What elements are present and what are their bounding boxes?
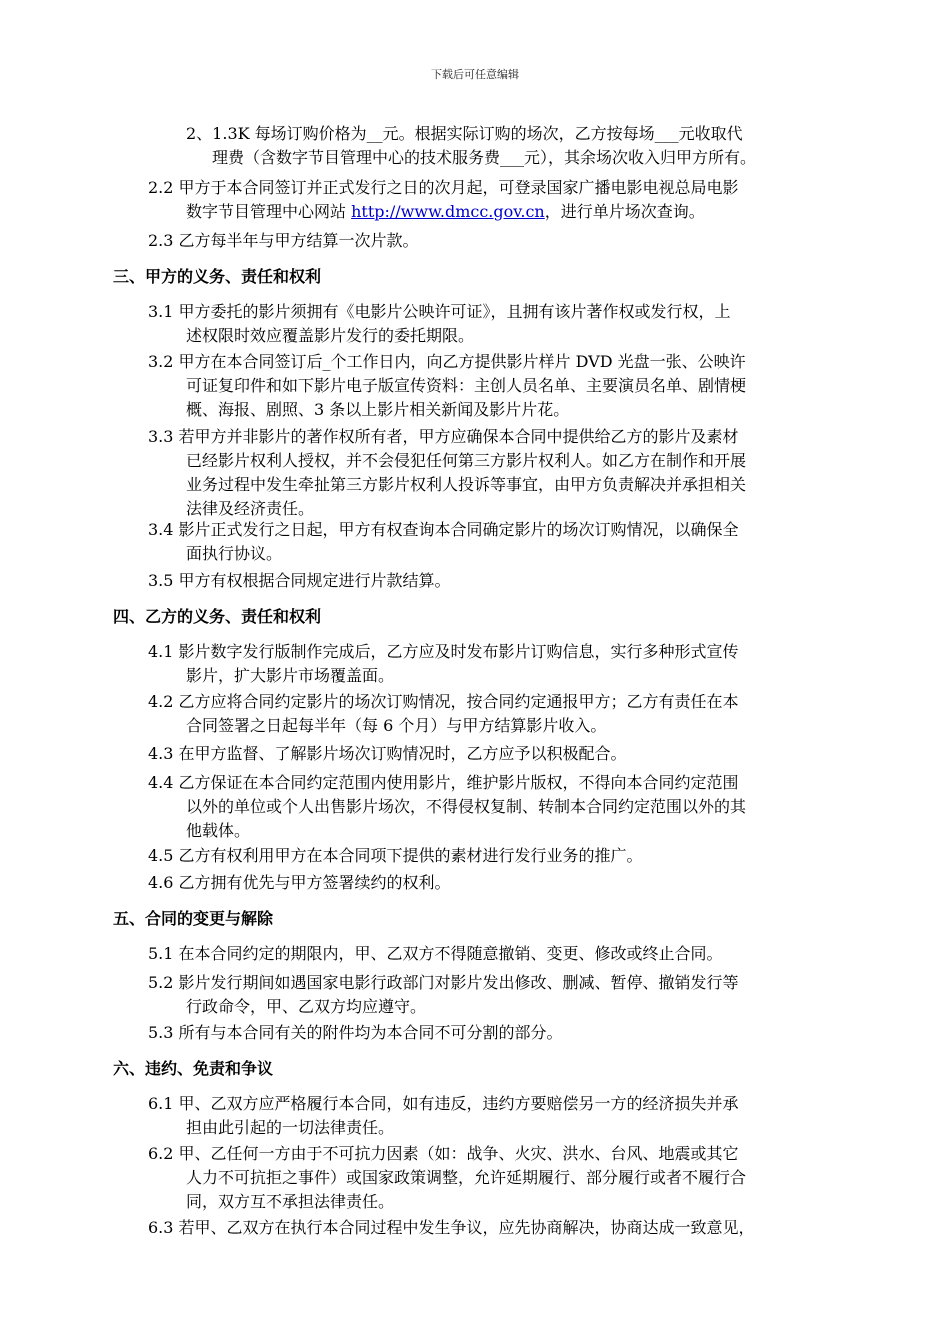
- clause-3-1: [148, 300, 731, 348]
- text-line: 4.1 影片数字发行版制作完成后，乙方应及时发布影片订购信息，实行多种形式宣传: [148, 642, 739, 661]
- clause-2-2-pricing: [186, 122, 756, 170]
- text-line: ，进行单片场次查询。: [544, 202, 705, 221]
- website-link[interactable]: http://www.dmcc.gov.cn: [351, 202, 545, 221]
- clause-5-2: [148, 971, 739, 1019]
- text-line: 影片，扩大影片市场覆盖面。: [186, 666, 395, 685]
- clause-4-4: [148, 771, 746, 843]
- text-line: 他载体。: [186, 821, 251, 840]
- text-line: 法律及经济责任。: [186, 499, 315, 518]
- text-line: 2、1.3K 每场订购价格为__元。根据实际订购的场次，乙方按每场___元收取代: [186, 124, 743, 143]
- text-line: 4.4 乙方保证在本合同约定范围内使用影片，维护影片版权，不得向本合同约定范围: [148, 773, 739, 792]
- section-heading: 六、违约、免责和争议: [113, 1059, 274, 1078]
- text-line: 面执行协议。: [186, 544, 283, 563]
- text-line: 4.3 在甲方监督、了解影片场次订购情况时，乙方应予以积极配合。: [148, 744, 627, 763]
- clause-4-5: [148, 844, 643, 868]
- section-heading: 三、甲方的义务、责任和权利: [113, 267, 322, 286]
- text-line: 4.2 乙方应将合同约定影片的场次订购情况，按合同约定通报甲方；乙方有责任在本: [148, 692, 739, 711]
- text-line: 人力不可抗拒之事件）或国家政策调整，允许延期履行、部分履行或者不履行合: [186, 1168, 747, 1187]
- text-line: 4.6 乙方拥有优先与甲方签署续约的权利。: [148, 873, 451, 892]
- text-line: 已经影片权利人授权，并不会侵犯任何第三方影片权利人。如乙方在制作和开展: [186, 451, 747, 470]
- text-line: 3.4 影片正式发行之日起，甲方有权查询本合同确定影片的场次订购情况，以确保全: [148, 520, 739, 539]
- clause-5-3: [148, 1021, 563, 1045]
- text-line: 述权限时效应覆盖影片发行的委托期限。: [186, 326, 475, 345]
- text-line: 合同签署之日起每半年（每 6 个月）与甲方结算影片收入。: [186, 716, 607, 735]
- clause-5-1: [148, 942, 723, 966]
- text-line: 2.2 甲方于本合同签订并正式发行之日的次月起，可登录国家广播电影电视总局电影: [148, 178, 739, 197]
- text-line: 5.3 所有与本合同有关的附件均为本合同不可分割的部分。: [148, 1023, 563, 1042]
- text-line: 3.1 甲方委托的影片须拥有《电影片公映许可证》，且拥有该片著作权或发行权，上: [148, 302, 731, 321]
- text-line: 数字节目管理中心网站: [186, 202, 352, 221]
- clause-4-3: [148, 742, 627, 766]
- text-line: 3.2 甲方在本合同签订后_个工作日内，向乙方提供影片样片 DVD 光盘一张、公映许: [148, 352, 746, 371]
- clause-4-1: [148, 640, 739, 688]
- clause-6-3: [148, 1216, 755, 1240]
- clause-4-6: [148, 871, 451, 895]
- section-heading: 五、合同的变更与解除: [113, 909, 274, 928]
- text-line: 概、海报、剧照、3 条以上影片相关新闻及影片片花。: [186, 400, 570, 419]
- clause-3-2: [148, 350, 746, 422]
- text-line: 同，双方互不承担法律责任。: [186, 1192, 395, 1211]
- text-line: 2.3 乙方每半年与甲方结算一次片款。: [148, 231, 419, 250]
- text-line: 5.2 影片发行期间如遇国家电影行政部门对影片发出修改、删减、暂停、撤销发行等: [148, 973, 739, 992]
- clause-2-2: [148, 176, 739, 224]
- text-line: 5.1 在本合同约定的期限内，甲、乙双方不得随意撤销、变更、修改或终止合同。: [148, 944, 723, 963]
- clause-4-2: [148, 690, 739, 738]
- text-line: 行政命令，甲、乙双方均应遵守。: [186, 997, 427, 1016]
- text-line: 理费（含数字节目管理中心的技术服务费___元），其余场次收入归甲方所有。: [212, 148, 757, 167]
- clause-3-5: [148, 569, 451, 593]
- text-line: 业务过程中发生牵扯第三方影片权利人投诉等事宜，由甲方负责解决并承担相关: [186, 475, 747, 494]
- section-heading: 四、乙方的义务、责任和权利: [113, 607, 322, 626]
- text-line: 担由此引起的一切法律责任。: [186, 1118, 395, 1137]
- clause-6-2: [148, 1142, 746, 1214]
- text-line: 6.1 甲、乙双方应严格履行本合同，如有违反，违约方要赔偿另一方的经济损失并承: [148, 1094, 739, 1113]
- text-line: 4.5 乙方有权利用甲方在本合同项下提供的素材进行发行业务的推广。: [148, 846, 643, 865]
- text-line: 以外的单位或个人出售影片场次，不得侵权复制、转制本合同约定范围以外的其: [186, 797, 747, 816]
- text-line: 可证复印件和如下影片电子版宣传资料：主创人员名单、主要演员名单、剧情梗: [186, 376, 747, 395]
- text-line: 6.3 若甲、乙双方在执行本合同过程中发生争议，应先协商解决，协商达成一致意见，: [148, 1218, 755, 1237]
- text-line: 3.5 甲方有权根据合同规定进行片款结算。: [148, 571, 451, 590]
- clause-6-1: [148, 1092, 739, 1140]
- text-line: 6.2 甲、乙任何一方由于不可抗力因素（如：战争、火灾、洪水、台风、地震或其它: [148, 1144, 739, 1163]
- clause-3-3: [148, 425, 746, 521]
- clause-2-3: [148, 229, 419, 253]
- page-header: 下载后可任意编辑: [431, 68, 519, 81]
- text-line: 3.3 若甲方并非影片的著作权所有者，甲方应确保本合同中提供给乙方的影片及素材: [148, 427, 739, 446]
- clause-3-4: [148, 518, 739, 566]
